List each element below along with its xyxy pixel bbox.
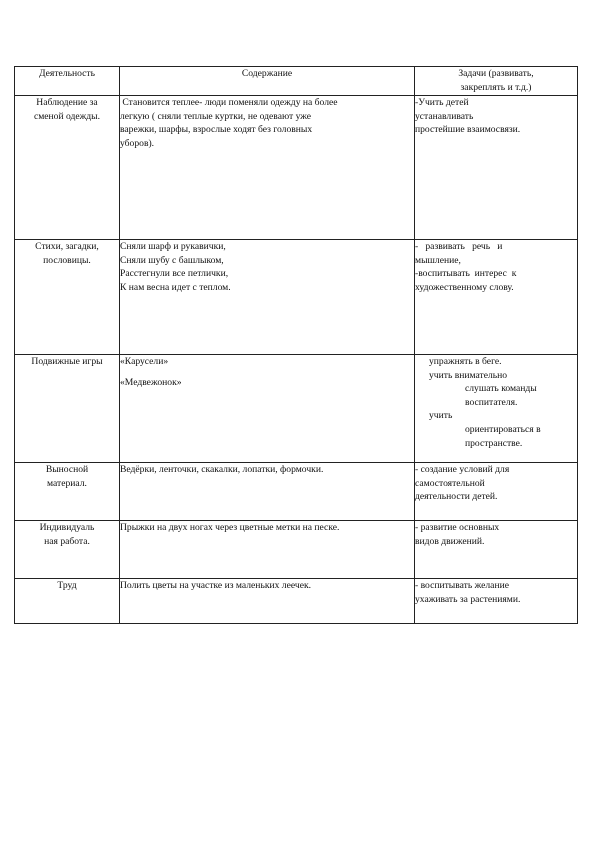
header-tasks xyxy=(415,67,578,96)
task-text: мышление, xyxy=(415,254,461,266)
task-text: слушать команды xyxy=(465,383,537,395)
table-row xyxy=(15,355,578,463)
task-text: простейшие взаимосвязи. xyxy=(415,124,521,136)
content-cell xyxy=(120,463,415,521)
content-text: Прыжки на двух ногах через цветные метки на песке. xyxy=(120,522,340,533)
content-text: К нам весна идет с теплом. xyxy=(120,281,231,293)
task-text: воспитателя. xyxy=(465,396,518,408)
activity-cell xyxy=(15,521,120,579)
task-text: -воспитывать интерес к xyxy=(415,268,517,280)
activity-text: Труд xyxy=(57,580,77,591)
content-text: уборов). xyxy=(120,137,155,149)
activity-cell xyxy=(15,240,120,355)
game-karuseli: «Карусели» xyxy=(120,356,169,367)
content-text: легкую ( сняли теплые куртки, не одевают уже xyxy=(120,110,312,122)
content-text: Сняли шубу с башлыком, xyxy=(120,254,224,266)
task-text: художественному слову. xyxy=(415,281,514,293)
table-row xyxy=(15,521,578,579)
task-text: ориентироваться в xyxy=(465,424,541,436)
activity-cell xyxy=(15,96,120,240)
task-text: деятельности детей. xyxy=(415,491,498,503)
task-text: учить xyxy=(429,410,453,422)
task-text: самостоятельной xyxy=(415,477,485,489)
activity-text: Выносной xyxy=(45,464,89,475)
content-text: варежки, шарфы, взрослые ходят без головных xyxy=(120,124,313,136)
tasks-cell xyxy=(415,96,578,240)
header-tasks-line2: закреплять и т.д.) xyxy=(460,81,532,93)
activity-text: Индивидуаль xyxy=(39,522,95,533)
table-row xyxy=(15,463,578,521)
task-text: пространстве. xyxy=(465,437,523,449)
tasks-cell xyxy=(415,240,578,355)
activity-text: материал. xyxy=(47,477,87,489)
content-cell xyxy=(120,96,415,240)
task-text: -Учить детей xyxy=(415,97,469,108)
activity-cell xyxy=(15,463,120,521)
activity-plan-table xyxy=(14,66,578,624)
game-medvezhonok: «Медвежонок» xyxy=(120,376,182,388)
task-text: - создание условий для xyxy=(415,464,510,475)
table-header-row xyxy=(15,67,578,96)
content-text: Сняли шарф и рукавички, xyxy=(120,241,226,252)
content-text: Становится теплее- люди поменяли одежду на более xyxy=(120,97,338,108)
header-activity: Деятельность xyxy=(15,67,120,96)
task-text: учить внимательно xyxy=(429,369,508,381)
activity-text: пословицы. xyxy=(43,254,91,266)
content-cell xyxy=(120,240,415,355)
content-text: Ведёрки, ленточки, скакалки, лопатки, формочки. xyxy=(120,464,324,475)
table-row xyxy=(15,579,578,624)
activity-cell xyxy=(15,355,120,463)
header-tasks-line1: Задачи (развивать, xyxy=(458,68,534,79)
tasks-cell xyxy=(415,463,578,521)
content-cell xyxy=(120,355,415,463)
task-text: - развитие основных xyxy=(415,522,500,533)
content-cell xyxy=(120,579,415,624)
table-row xyxy=(15,96,578,240)
task-text: упражнять в беге. xyxy=(429,356,502,367)
task-text: ухаживать за растениями. xyxy=(415,593,521,605)
task-text: - развивать речь и xyxy=(415,241,503,252)
tasks-cell xyxy=(415,521,578,579)
content-cell xyxy=(120,521,415,579)
table-row xyxy=(15,240,578,355)
activity-text: Подвижные игры xyxy=(31,356,103,367)
activity-text: Стихи, загадки, xyxy=(35,241,99,252)
activity-text: ная работа. xyxy=(44,535,90,547)
tasks-cell xyxy=(415,579,578,624)
task-text: устанавливать xyxy=(415,110,474,122)
activity-text: сменой одежды. xyxy=(33,110,101,122)
header-content: Содержание xyxy=(120,67,415,96)
tasks-cell xyxy=(415,355,578,463)
activity-text: Наблюдение за xyxy=(36,97,98,108)
content-text: Расстегнули все петлички, xyxy=(120,268,229,280)
task-text: - воспитывать желание xyxy=(415,580,509,591)
content-text: Полить цветы на участке из маленьких леечек. xyxy=(120,580,312,591)
activity-cell xyxy=(15,579,120,624)
task-text: видов движений. xyxy=(415,535,485,547)
